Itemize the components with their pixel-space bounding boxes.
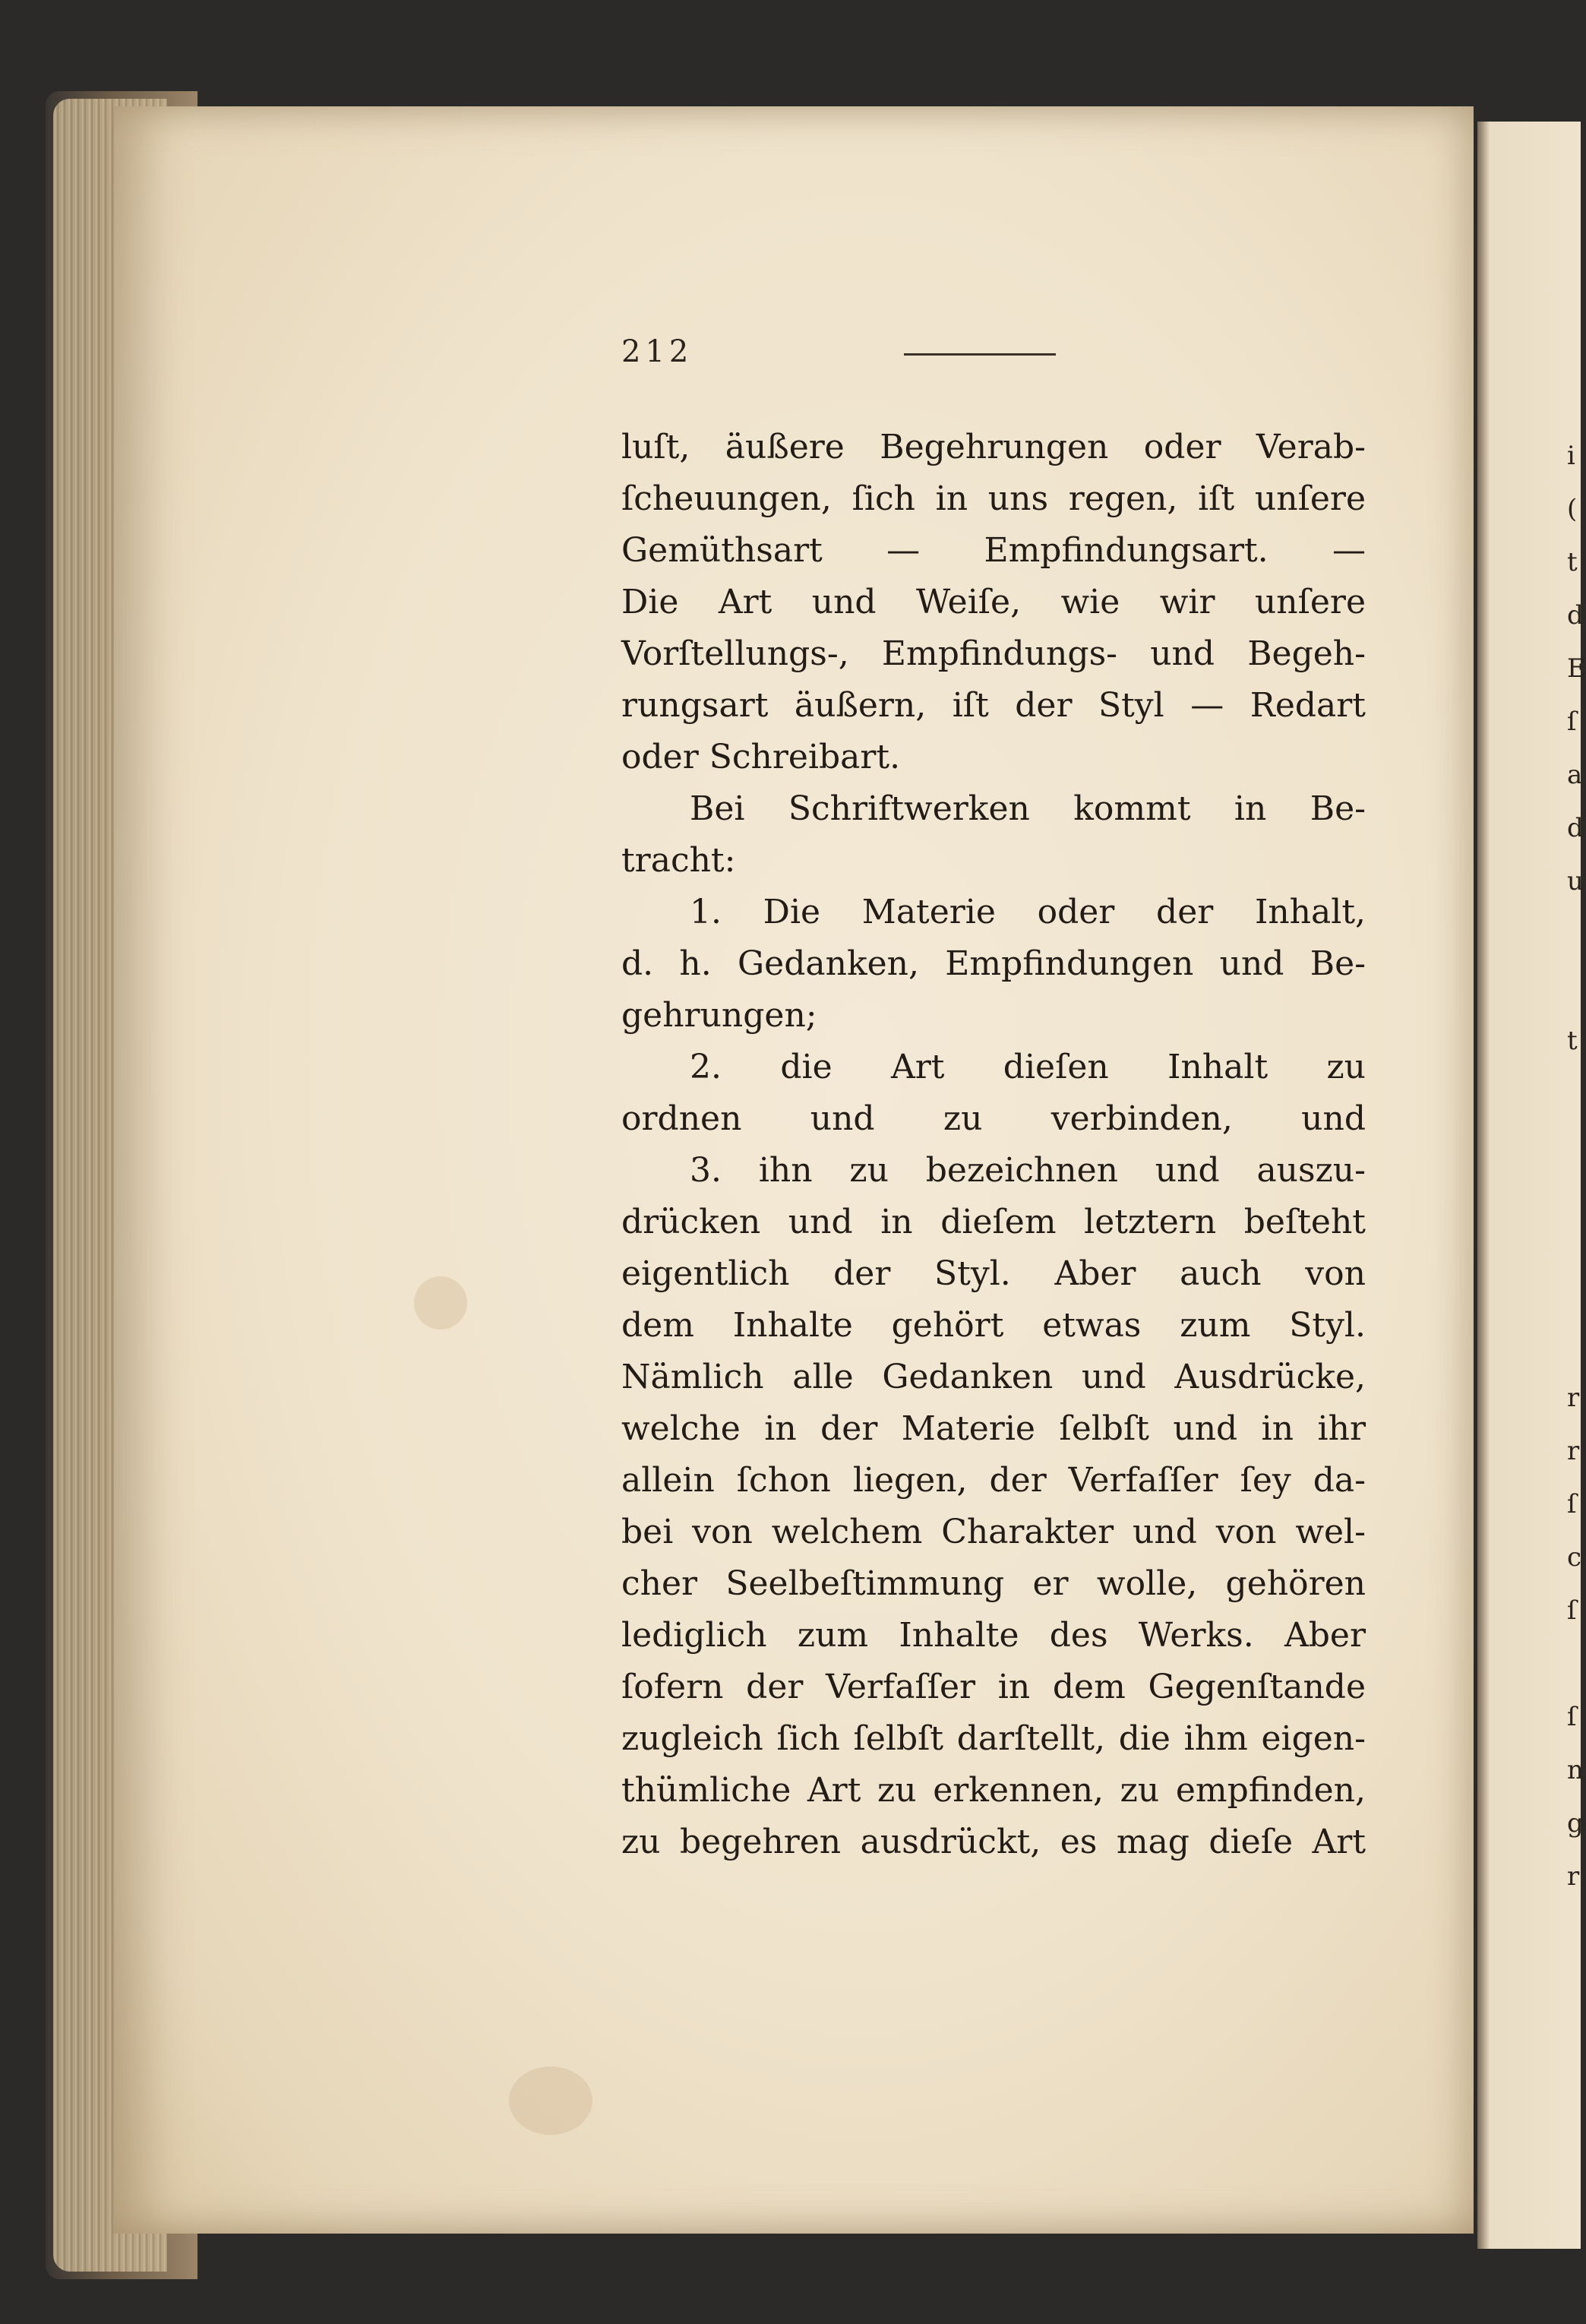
next-page-fragment: ſ xyxy=(1567,1702,1577,1732)
next-page-fragment: r xyxy=(1567,1383,1580,1413)
text-line: tracht: xyxy=(621,841,736,880)
next-page-fragment: i xyxy=(1567,441,1575,471)
text-line: allein ſchon liegen, der Verfaſſer ſey da- xyxy=(621,1461,1366,1500)
text-line: ſcheuungen, ſich in uns regen, iſt unſere xyxy=(621,479,1366,518)
text-line: Gemüthsart — Empfindungsart. — xyxy=(621,531,1366,570)
text-line: ſofern der Verfaſſer in dem Gegenſtande xyxy=(621,1668,1366,1706)
header-rule xyxy=(904,353,1056,356)
next-page-fragment: d xyxy=(1567,813,1584,843)
text-line: dem Inhalte gehört etwas zum Styl. xyxy=(621,1306,1366,1345)
next-page-fragment: r xyxy=(1567,1436,1580,1466)
next-page-fragment: c xyxy=(1567,1542,1582,1573)
text-line: d. h. Gedanken, Empfindungen und Be- xyxy=(621,944,1366,983)
next-page-fragment: ſ xyxy=(1567,1595,1577,1626)
text-line: oder Schreibart. xyxy=(621,738,901,776)
next-page-fragment: E xyxy=(1567,653,1586,684)
list-item-3: 3. ihn zu bezeichnen und auszu- xyxy=(690,1151,1366,1190)
next-page-fragment: r xyxy=(1567,1861,1580,1892)
text-line: cher Seelbeſtimmung er wolle, gehören xyxy=(621,1564,1366,1603)
body-text xyxy=(621,422,1366,1868)
text-line: Nämlich alle Gedanken und Ausdrücke, xyxy=(621,1358,1366,1396)
text-line: eigentlich der Styl. Aber auch von xyxy=(621,1254,1366,1293)
next-page-fragment: a xyxy=(1567,760,1583,790)
text-line: zu begehren ausdrückt, es mag dieſe Art xyxy=(621,1823,1366,1861)
next-page-fragment: g xyxy=(1567,1808,1584,1839)
text-line: gehrungen; xyxy=(621,996,817,1035)
next-page-fragment: ſ xyxy=(1567,1489,1577,1519)
text-line: drücken und in dieſem letztern beſteht xyxy=(621,1203,1366,1241)
text-line: zugleich ſich ſelbſt darſtellt, die ihm eigen- xyxy=(621,1719,1366,1758)
next-page-fragment: u xyxy=(1567,866,1584,896)
next-page-fragment: ( xyxy=(1567,494,1578,524)
text-line: welche in der Materie ſelbſt und in ihr xyxy=(621,1409,1366,1448)
text-line: Die Art und Weiſe, wie wir unſere xyxy=(621,583,1366,621)
text-line: Vorſtellungs-, Empfindungs- und Begeh- xyxy=(621,634,1366,673)
next-page-fragment: t xyxy=(1567,1026,1578,1056)
text-line: luſt, äußere Begehrungen oder Verab- xyxy=(621,428,1366,466)
text-line: ordnen und zu verbinden, und xyxy=(621,1099,1366,1138)
list-item-1: 1. Die Materie oder der Inhalt, xyxy=(690,893,1366,931)
text-line: thümliche Art zu erkennen, zu empfinden, xyxy=(621,1771,1366,1810)
page-stain xyxy=(414,1276,467,1330)
page-number: 212 xyxy=(621,334,693,369)
page-stain xyxy=(509,2066,592,2135)
text-line: rungsart äußern, iſt der Styl — Redart xyxy=(621,686,1366,725)
next-page-edge xyxy=(1477,122,1586,2249)
next-page-fragment: n xyxy=(1567,1755,1584,1785)
text-line: lediglich zum Inhalte des Werks. Aber xyxy=(621,1616,1366,1655)
list-item-2: 2. die Art dieſen Inhalt zu xyxy=(690,1048,1366,1086)
next-page-fragment: t xyxy=(1567,547,1578,577)
text-line: bei von welchem Charakter und von wel- xyxy=(621,1513,1366,1551)
text-line: Bei Schriftwerken kommt in Be- xyxy=(690,789,1366,828)
next-page-fragment: ſ xyxy=(1567,707,1577,737)
next-page-fragment: d xyxy=(1567,600,1584,631)
page-header xyxy=(621,334,1381,380)
